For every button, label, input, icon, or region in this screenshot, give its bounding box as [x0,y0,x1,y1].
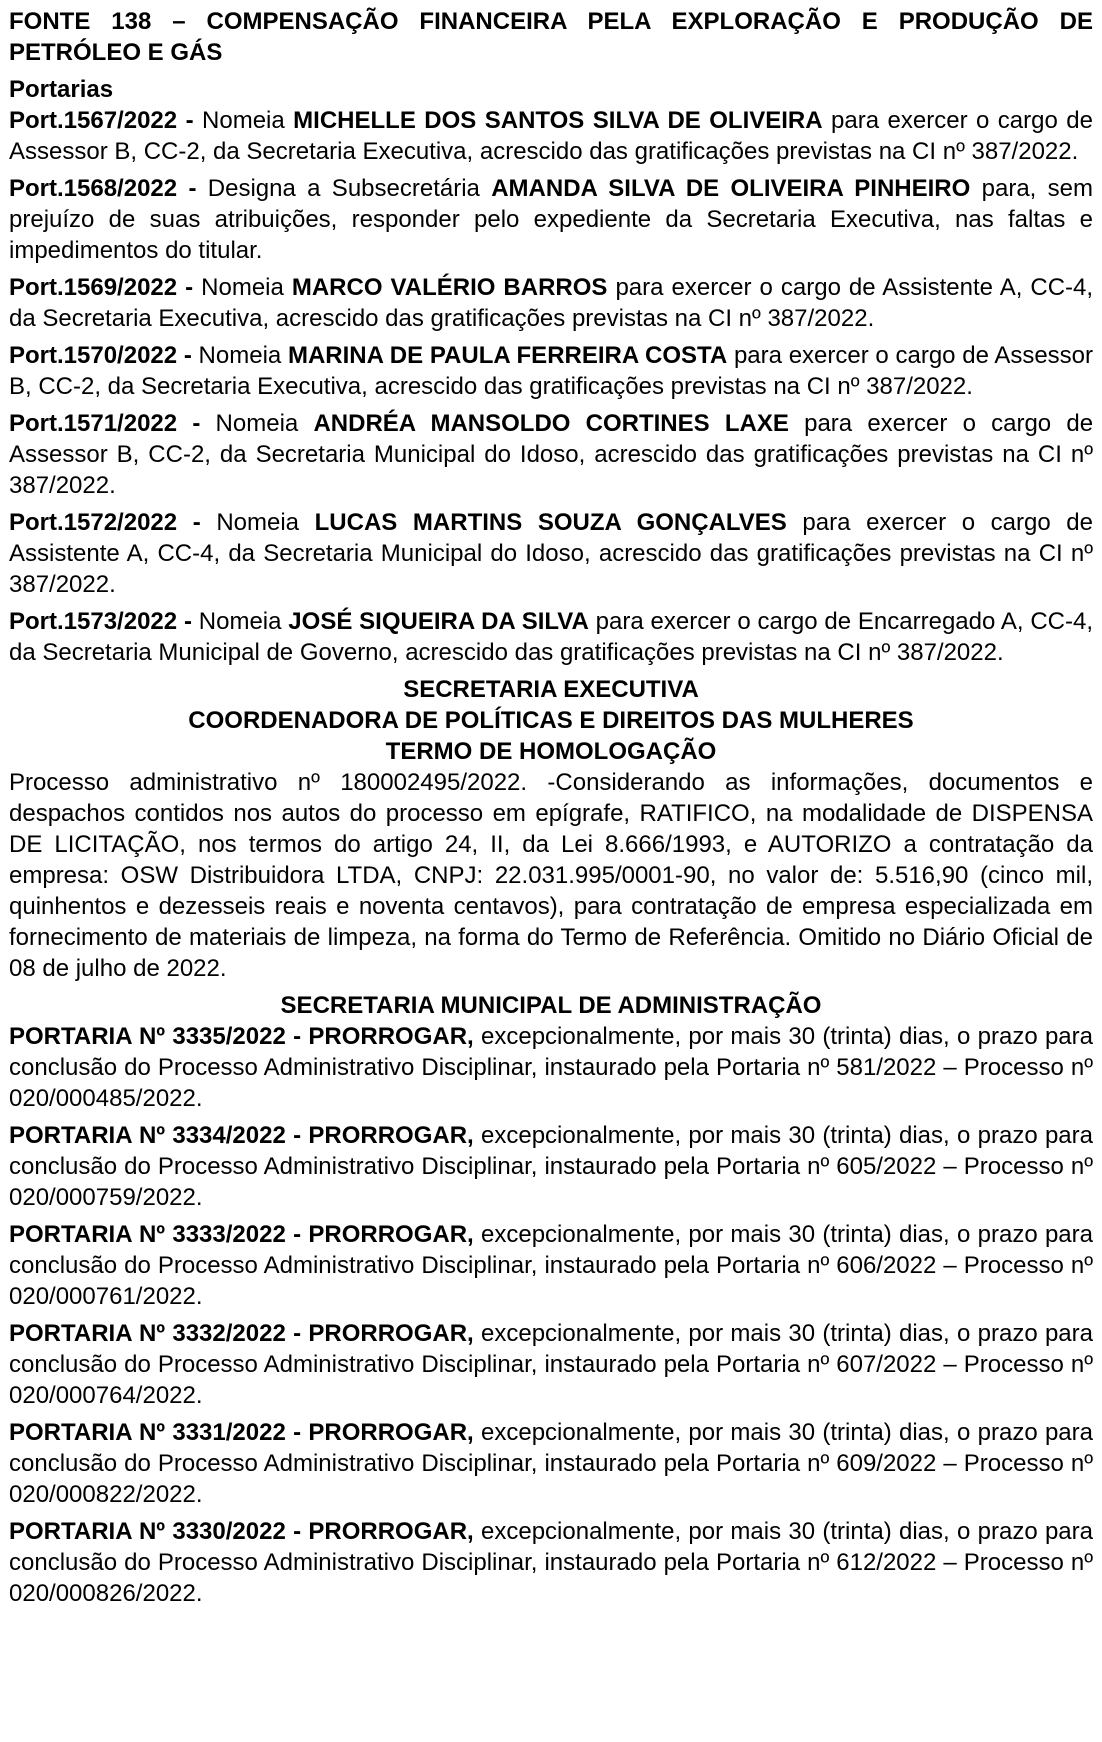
portaria-number: PORTARIA Nº 3333/2022 - PRORROGAR, [9,1221,474,1248]
port-verb: Designa a Subsecretária [207,175,480,202]
portaria-number: PORTARIA Nº 3330/2022 - PRORROGAR, [9,1518,474,1545]
section-heading-executiva: SECRETARIA EXECUTIVA [403,676,699,703]
portaria-entry [9,1516,1093,1609]
person-name: MARINA DE PAULA FERREIRA COSTA [287,342,728,369]
portaria-number: PORTARIA Nº 3335/2022 - PRORROGAR, [9,1023,474,1050]
port-entry [9,507,1093,600]
port-text: para exercer o cargo de Assessor B, CC-2, da Secretaria Executiva, acrescido das gratificações previstas na CI nº 387/2022. [9,342,1094,400]
port-text: para, sem prejuízo de suas atribuições, responder pelo expediente da Secretaria Executiva, nas faltas e impedimentos do titular. [9,175,1094,264]
port-number: Port.1571/2022 - [9,410,201,437]
port-entry [9,105,1093,167]
port-verb: Nomeia [202,107,285,134]
port-number: Port.1572/2022 - [9,509,201,536]
port-text: para exercer o cargo de Assistente A, CC-4, da Secretaria Municipal do Idoso, acrescido das gratificações previstas na CI nº 387/2022. [9,509,1093,598]
person-name: MARCO VALÉRIO BARROS [291,274,608,301]
port-text: para exercer o cargo de Assessor B, CC-2, da Secretaria Municipal do Idoso, acrescido das gratificações previstas na CI nº 387/2022. [9,410,1094,499]
port-number: Port.1570/2022 - [9,342,192,369]
portaria-entry [9,1318,1093,1411]
person-name: ANDRÉA MANSOLDO CORTINES LAXE [313,410,789,437]
port-number: Port.1573/2022 - [9,608,192,635]
portaria-text: excepcionalmente, por mais 30 (trinta) dias, o prazo para conclusão do Processo Administrativo Disciplinar, instaurado pela Portaria nº 606/2022 – Processo nº 020/000761/2022. [9,1221,1093,1310]
section-subheading-termo: TERMO DE HOMOLOGAÇÃO [385,738,717,765]
person-name: AMANDA SILVA DE OLIVEIRA PINHEIRO [491,175,971,202]
port-entry [9,408,1093,501]
portaria-entry [9,1417,1093,1510]
portaria-text: excepcionalmente, por mais 30 (trinta) dias, o prazo para conclusão do Processo Administrativo Disciplinar, instaurado pela Portaria nº 612/2022 – Processo nº 020/000826/2022. [9,1518,1093,1607]
port-entry [9,606,1093,668]
portaria-entry [9,1219,1093,1312]
section-heading-administracao: SECRETARIA MUNICIPAL DE ADMINISTRAÇÃO [280,992,822,1019]
port-entry [9,173,1093,266]
portaria-entry [9,1021,1093,1114]
person-name: LUCAS MARTINS SOUZA GONÇALVES [314,509,787,536]
port-verb: Nomeia [198,608,282,635]
port-text: para exercer o cargo de Encarregado A, CC-4, da Secretaria Municipal de Governo, acrescido das gratificações previstas na CI nº 387/2022. [9,608,1093,666]
portaria-number: PORTARIA Nº 3334/2022 - PRORROGAR, [9,1122,474,1149]
portaria-number: PORTARIA Nº 3331/2022 - PRORROGAR, [9,1419,474,1446]
portarias-label: Portarias [9,76,114,103]
port-verb: Nomeia [215,410,299,437]
portaria-text: excepcionalmente, por mais 30 (trinta) dias, o prazo para conclusão do Processo Administrativo Disciplinar, instaurado pela Portaria nº 609/2022 – Processo nº 020/000822/2022. [9,1419,1093,1508]
person-name: JOSÉ SIQUEIRA DA SILVA [288,608,589,635]
portaria-entry [9,1120,1093,1213]
port-entry [9,272,1093,334]
port-text: para exercer o cargo de Assessor B, CC-2, da Secretaria Executiva, acrescido das gratificações previstas na CI nº 387/2022. [9,107,1093,165]
port-number: Port.1568/2022 - [9,175,197,202]
section-subheading-mulheres: COORDENADORA DE POLÍTICAS E DIREITOS DAS MULHERES [188,707,914,734]
portaria-text: excepcionalmente, por mais 30 (trinta) dias, o prazo para conclusão do Processo Administrativo Disciplinar, instaurado pela Portaria nº 607/2022 – Processo nº 020/000764/2022. [9,1320,1093,1409]
port-entry [9,340,1093,402]
port-verb: Nomeia [198,342,282,369]
fonte-title: FONTE 138 – COMPENSAÇÃO FINANCEIRA PELA EXPLORAÇÃO E PRODUÇÃO DE PETRÓLEO E GÁS [9,8,1093,66]
portaria-number: PORTARIA Nº 3332/2022 - PRORROGAR, [9,1320,474,1347]
person-name: MICHELLE DOS SANTOS SILVA DE OLIVEIRA [293,107,823,134]
port-verb: Nomeia [201,274,284,301]
portaria-text: excepcionalmente, por mais 30 (trinta) dias, o prazo para conclusão do Processo Administrativo Disciplinar, instaurado pela Portaria nº 605/2022 – Processo nº 020/000759/2022. [9,1122,1093,1211]
port-number: Port.1569/2022 - [9,274,194,301]
port-number: Port.1567/2022 - [9,107,194,134]
portaria-text: excepcionalmente, por mais 30 (trinta) dias, o prazo para conclusão do Processo Administrativo Disciplinar, instaurado pela Portaria nº 581/2022 – Processo nº 020/000485/2022. [9,1023,1093,1112]
port-verb: Nomeia [216,509,300,536]
homologacao-body: Processo administrativo nº 180002495/2022. -Considerando as informações, documentos e despachos contidos nos autos do processo em epígrafe, RATIFICO, na modalidade de DISPENSA DE LICITAÇÃO, nos termos do artigo 24, II, da Lei 8.666/1993, e AUTORIZO a contratação da empresa: OSW Distribuidora LTDA, CNPJ: 22.031.995/0001-90, no valor de: 5.516,90 (cinco mil, quinhentos e dezesseis reais e noventa centavos), para contratação de empresa especializada em fornecimento de materiais de limpeza, na forma do Termo de Referência. Omitido no Diário Oficial de 08 de julho de 2022. [9,769,1093,982]
port-text: para exercer o cargo de Assistente A, CC-4, da Secretaria Executiva, acrescido das gratificações previstas na CI nº 387/2022. [9,274,1094,332]
